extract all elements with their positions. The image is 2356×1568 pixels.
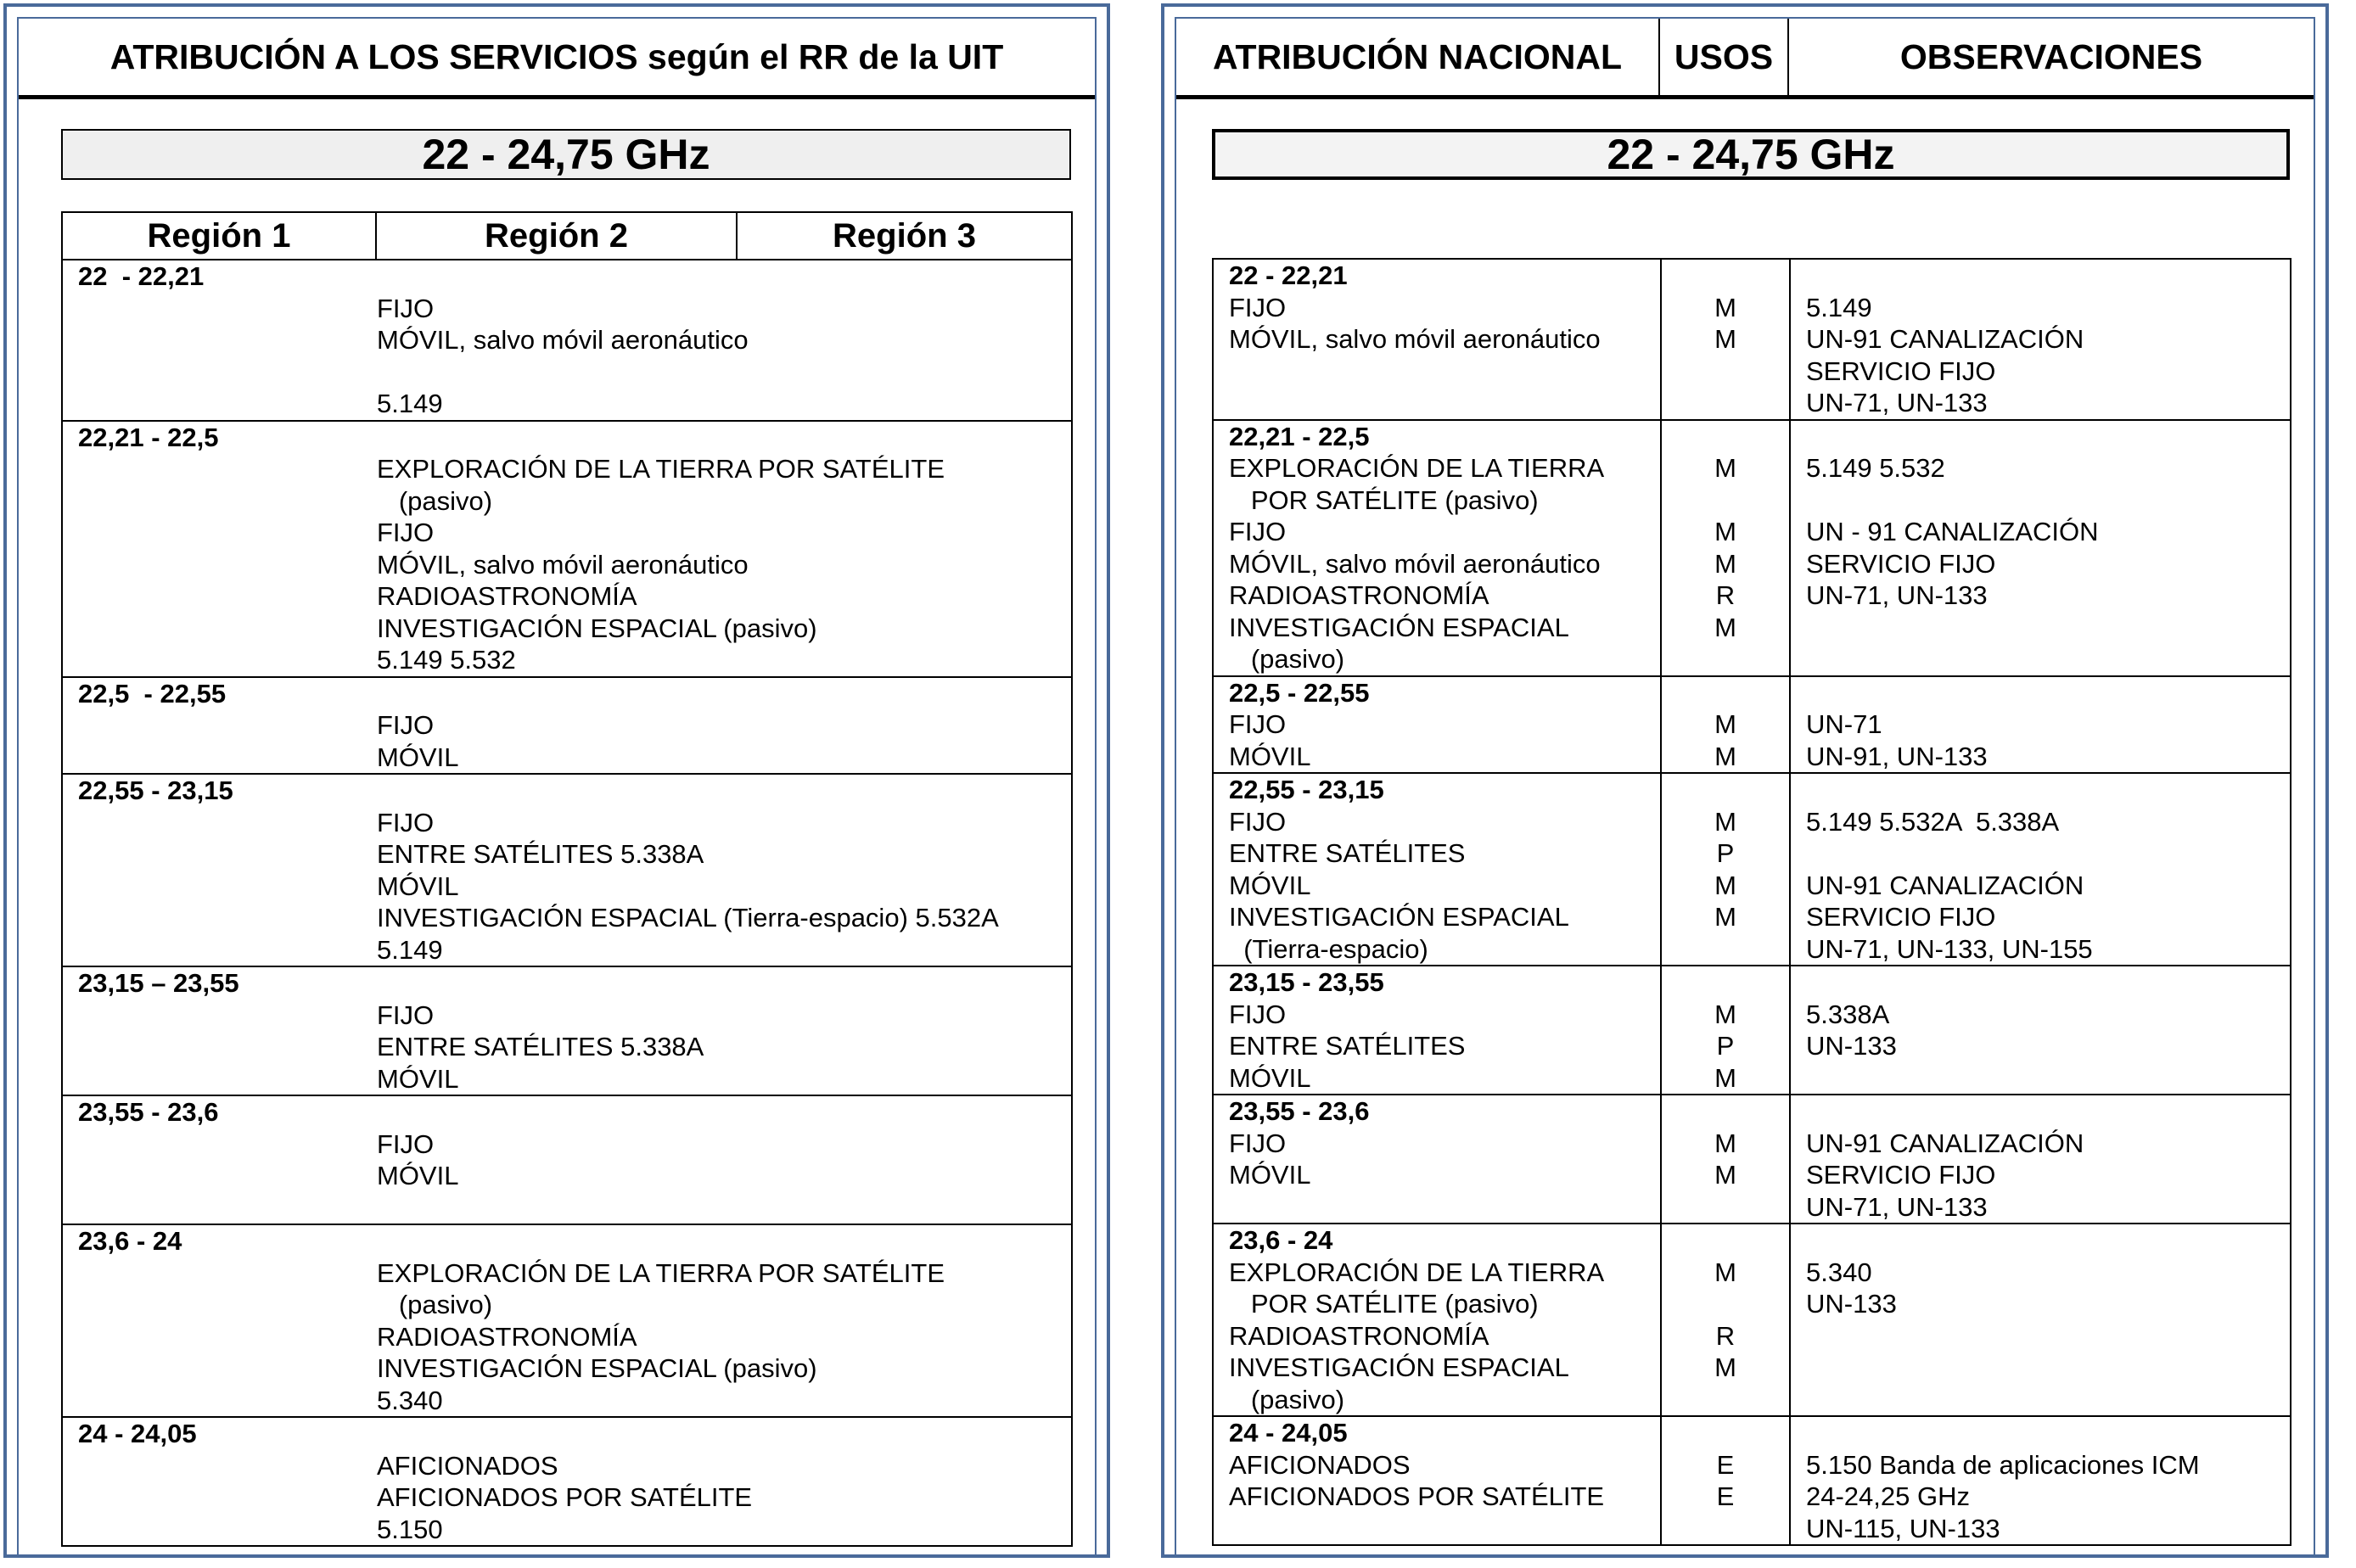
service-line — [1214, 1191, 1660, 1224]
usos-code: M — [1714, 1128, 1736, 1158]
service-line: 5.149 — [377, 934, 443, 965]
band-frequency: 24 - 24,05 — [1229, 1418, 1348, 1448]
usos-code — [1662, 484, 1789, 517]
service-line: FIJO — [377, 807, 435, 837]
observation-line — [1791, 484, 2290, 517]
usos-code: P — [1716, 838, 1735, 868]
band-frequency: 22 - 22,21 — [1229, 260, 1348, 290]
itu-allocation-table — [61, 211, 1073, 1547]
service-line: (pasivo) — [1229, 644, 1345, 674]
allocation-cell — [62, 1095, 1072, 1224]
service-line: RADIOASTRONOMÍA — [1229, 1320, 1489, 1351]
allocation-cell — [62, 966, 1072, 1095]
service-line: FIJO — [377, 293, 435, 323]
service-line — [1214, 1513, 1660, 1545]
national-allocation-table — [1212, 258, 2291, 1546]
observation-line: UN-71, UN-133 — [1806, 388, 1988, 417]
service-line: AFICIONADOS POR SATÉLITE — [1229, 1481, 1605, 1511]
observation-line: SERVICIO FIJO — [1806, 902, 1996, 932]
allocation-cell — [62, 421, 1072, 677]
band-frequency: 23,55 - 23,6 — [1229, 1096, 1370, 1126]
service-line: INVESTIGACIÓN ESPACIAL — [1229, 902, 1569, 932]
observation-line — [1791, 837, 2290, 870]
observation-line: SERVICIO FIJO — [1806, 548, 1996, 579]
service-line: INVESTIGACIÓN ESPACIAL (pasivo) — [377, 613, 817, 643]
table-row — [62, 1417, 1072, 1546]
usos-code — [1662, 1288, 1789, 1320]
band-frequency: 22,55 - 23,15 — [1229, 775, 1384, 804]
usos-code: E — [1716, 1481, 1735, 1511]
observation-line — [1791, 1320, 2290, 1352]
table-row — [1213, 1416, 2291, 1545]
band-frequency: 22,21 - 22,5 — [78, 422, 219, 452]
service-line: MÓVIL, salvo móvil aeronáutico — [1229, 548, 1601, 579]
usos-code: M — [1714, 612, 1736, 642]
allocation-cell — [62, 677, 1072, 775]
service-line: MÓVIL — [1229, 741, 1311, 771]
service-line: 5.149 5.532 — [377, 645, 516, 675]
observaciones-cell — [1790, 1416, 2291, 1545]
region-3-header: Región 3 — [737, 212, 1072, 260]
service-line: POR SATÉLITE (pasivo) — [1229, 484, 1539, 515]
service-line: MÓVIL, salvo móvil aeronáutico — [377, 325, 749, 355]
service-line: RADIOASTRONOMÍA — [1229, 580, 1489, 610]
table-row — [62, 1095, 1072, 1224]
table-row — [62, 966, 1072, 1095]
service-line: MÓVIL — [377, 1063, 459, 1094]
service-line: MÓVIL — [377, 871, 459, 901]
itu-allocation-panel — [3, 3, 1110, 1558]
itu-header — [19, 19, 1095, 99]
observation-line: UN-91 CANALIZACIÓN — [1806, 870, 2084, 900]
observation-line: 24-24,25 GHz — [1806, 1481, 1970, 1511]
national-allocation-panel — [1161, 3, 2329, 1558]
observaciones-cell — [1790, 773, 2291, 966]
national-header-attribution: ATRIBUCIÓN NACIONAL — [1176, 19, 1660, 95]
usos-code: M — [1714, 870, 1736, 900]
observation-line — [1791, 612, 2290, 644]
region-1-header: Región 1 — [62, 212, 376, 260]
service-line: (Tierra-espacio) — [1229, 933, 1428, 964]
band-frequency: 22,21 - 22,5 — [1229, 421, 1370, 451]
observation-line: SERVICIO FIJO — [1806, 356, 1996, 386]
usos-code: M — [1714, 517, 1736, 546]
service-line: ENTRE SATÉLITES — [1229, 838, 1466, 868]
service-line: FIJO — [1229, 806, 1287, 837]
table-row — [62, 774, 1072, 966]
observation-line: 5.149 5.532A 5.338A — [1806, 806, 2060, 837]
service-line: INVESTIGACIÓN ESPACIAL (pasivo) — [377, 1353, 817, 1383]
service-line: FIJO — [377, 1000, 435, 1030]
usos-code: R — [1715, 1320, 1736, 1351]
usos-code: M — [1714, 453, 1736, 483]
observaciones-cell — [1790, 259, 2291, 420]
usos-code — [1662, 387, 1789, 419]
band-frequency: 22,5 - 22,55 — [1229, 677, 1370, 708]
allocation-cell — [62, 260, 1072, 421]
service-line — [63, 1192, 1071, 1224]
service-line: FIJO — [1229, 517, 1287, 546]
usos-code — [1662, 1384, 1789, 1416]
service-line: 5.150 — [377, 1514, 443, 1544]
usos-cell — [1661, 1416, 1790, 1545]
band-frequency: 24 - 24,05 — [78, 1419, 197, 1448]
band-frequency: 23,55 - 23,6 — [78, 1097, 219, 1127]
service-line: MÓVIL — [1229, 1160, 1311, 1190]
usos-code: M — [1714, 324, 1736, 354]
table-row — [62, 260, 1072, 421]
usos-cell — [1661, 1095, 1790, 1224]
observation-line: UN-133 — [1806, 1289, 1897, 1319]
observation-line: UN - 91 CANALIZACIÓN — [1806, 517, 2099, 546]
national-service-cell — [1213, 420, 1661, 676]
observation-line: UN-91 CANALIZACIÓN — [1806, 324, 2084, 354]
itu-band-title: 22 - 24,75 GHz — [61, 129, 1071, 180]
service-line: INVESTIGACIÓN ESPACIAL — [1229, 612, 1569, 642]
usos-code: M — [1714, 999, 1736, 1029]
service-line: MÓVIL, salvo móvil aeronáutico — [1229, 324, 1601, 354]
service-line: EXPLORACIÓN DE LA TIERRA POR SATÉLITE — [377, 454, 945, 484]
observation-line — [1791, 1062, 2290, 1095]
observation-line: UN-91, UN-133 — [1806, 741, 1988, 771]
national-service-cell — [1213, 1416, 1661, 1545]
usos-code: M — [1714, 1062, 1736, 1093]
usos-code: E — [1716, 1449, 1735, 1480]
service-line: FIJO — [1229, 1128, 1287, 1158]
service-line: ENTRE SATÉLITES — [1229, 1031, 1466, 1061]
usos-code: M — [1714, 709, 1736, 739]
band-frequency: 22,5 - 22,55 — [78, 678, 227, 708]
observation-line: UN-115, UN-133 — [1806, 1513, 2000, 1543]
observation-line: SERVICIO FIJO — [1806, 1160, 1996, 1190]
band-frequency: 23,15 - 23,55 — [1229, 967, 1384, 997]
usos-code: M — [1714, 292, 1736, 322]
service-line: MÓVIL — [1229, 870, 1311, 900]
service-line: RADIOASTRONOMÍA — [377, 1321, 637, 1352]
observation-line: UN-133 — [1806, 1031, 1897, 1061]
observation-line: 5.150 Banda de aplicaciones ICM — [1806, 1449, 2200, 1480]
national-service-cell — [1213, 966, 1661, 1095]
usos-code: M — [1714, 548, 1736, 579]
service-line: POR SATÉLITE (pasivo) — [1229, 1289, 1539, 1319]
usos-cell — [1661, 773, 1790, 966]
usos-cell — [1661, 676, 1790, 774]
service-line: MÓVIL, salvo móvil aeronáutico — [377, 549, 749, 580]
observation-line: 5.149 — [1806, 292, 1872, 322]
service-line: INVESTIGACIÓN ESPACIAL — [1229, 1352, 1569, 1382]
observation-line: 5.340 — [1806, 1257, 1872, 1287]
observation-line: 5.338A — [1806, 999, 1890, 1029]
service-line: AFICIONADOS — [1229, 1449, 1411, 1480]
usos-code: P — [1716, 1031, 1735, 1061]
usos-code — [1662, 1513, 1789, 1545]
observation-line: 5.149 5.532 — [1806, 453, 1945, 483]
service-line: FIJO — [1229, 709, 1287, 739]
national-header-observaciones: OBSERVACIONES — [1899, 36, 2203, 76]
table-row — [1213, 420, 2291, 676]
observation-line: UN-91 CANALIZACIÓN — [1806, 1128, 2084, 1158]
table-row — [1213, 676, 2291, 774]
service-line: FIJO — [377, 518, 435, 547]
service-line — [63, 356, 1071, 389]
usos-code: M — [1714, 902, 1736, 932]
usos-code: M — [1714, 1257, 1736, 1287]
usos-code: M — [1714, 1352, 1736, 1382]
observation-line: UN-71, UN-133 — [1806, 1191, 1988, 1222]
table-row — [1213, 966, 2291, 1095]
usos-code: M — [1714, 741, 1736, 771]
national-service-cell — [1213, 676, 1661, 774]
national-service-cell — [1213, 773, 1661, 966]
service-line: 5.340 — [377, 1385, 443, 1415]
observation-line: UN-71, UN-133, UN-155 — [1806, 933, 2093, 964]
usos-cell — [1661, 1224, 1790, 1416]
region-header-row — [62, 212, 1072, 260]
usos-code — [1662, 356, 1789, 388]
usos-code — [1662, 1191, 1789, 1224]
table-row — [62, 677, 1072, 775]
band-frequency: 23,6 - 24 — [1229, 1225, 1333, 1255]
service-line: (pasivo) — [377, 1290, 493, 1319]
usos-code: M — [1714, 806, 1736, 837]
allocation-cell — [62, 1224, 1072, 1417]
service-line: (pasivo) — [377, 485, 493, 516]
table-row — [1213, 259, 2291, 420]
national-service-cell — [1213, 1224, 1661, 1416]
national-allocation-frame — [1175, 17, 2315, 1554]
observaciones-cell — [1790, 966, 2291, 1095]
service-line: MÓVIL — [377, 742, 459, 772]
service-line: INVESTIGACIÓN ESPACIAL (Tierra-espacio) 5.532A — [377, 903, 999, 932]
table-row — [1213, 773, 2291, 966]
service-line: MÓVIL — [1229, 1062, 1311, 1093]
table-row — [62, 421, 1072, 677]
national-band-title: 22 - 24,75 GHz — [1212, 129, 2290, 180]
national-service-cell — [1213, 259, 1661, 420]
observaciones-cell — [1790, 676, 2291, 774]
observation-line — [1791, 1384, 2290, 1416]
table-row — [1213, 1224, 2291, 1416]
usos-code — [1662, 933, 1789, 966]
observation-line: UN-71, UN-133 — [1806, 580, 1988, 610]
service-line: FIJO — [377, 1128, 435, 1159]
service-line: FIJO — [377, 710, 435, 740]
service-line: AFICIONADOS POR SATÉLITE — [377, 1482, 753, 1512]
service-line: ENTRE SATÉLITES 5.338A — [377, 839, 704, 869]
national-header — [1176, 19, 2314, 99]
service-line: EXPLORACIÓN DE LA TIERRA POR SATÉLITE — [377, 1257, 945, 1288]
service-line: FIJO — [1229, 292, 1287, 322]
national-header-usos: USOS — [1660, 19, 1789, 95]
region-2-header: Región 2 — [376, 212, 737, 260]
band-frequency: 23,6 - 24 — [78, 1226, 182, 1256]
band-frequency: 22,55 - 23,15 — [78, 776, 233, 805]
service-line: (pasivo) — [1229, 1384, 1345, 1414]
table-row — [62, 1224, 1072, 1417]
service-line — [1214, 387, 1660, 419]
observation-line — [1791, 643, 2290, 675]
table-row — [1213, 1095, 2291, 1224]
usos-code: M — [1714, 1160, 1736, 1190]
band-frequency: 22 - 22,21 — [78, 261, 205, 291]
usos-code — [1662, 643, 1789, 675]
service-line: AFICIONADOS — [377, 1450, 558, 1481]
national-service-cell — [1213, 1095, 1661, 1224]
service-line: ENTRE SATÉLITES 5.338A — [377, 1032, 704, 1061]
service-line — [1214, 356, 1660, 388]
observaciones-cell — [1790, 420, 2291, 676]
allocation-cell — [62, 774, 1072, 966]
itu-allocation-frame — [17, 17, 1097, 1554]
band-frequency: 23,15 – 23,55 — [78, 968, 239, 998]
service-line: FIJO — [1229, 999, 1287, 1029]
service-line: EXPLORACIÓN DE LA TIERRA — [1229, 1257, 1605, 1287]
usos-cell — [1661, 420, 1790, 676]
allocation-cell — [62, 1417, 1072, 1546]
service-line: 5.149 — [377, 389, 443, 418]
observaciones-cell — [1790, 1095, 2291, 1224]
usos-cell — [1661, 966, 1790, 1095]
observation-line: UN-71 — [1806, 709, 1882, 739]
observation-line — [1791, 1352, 2290, 1384]
service-line: EXPLORACIÓN DE LA TIERRA — [1229, 453, 1605, 483]
observaciones-cell — [1790, 1224, 2291, 1416]
itu-header-title: ATRIBUCIÓN A LOS SERVICIOS según el RR de la UIT — [109, 36, 1004, 76]
service-line: MÓVIL — [377, 1161, 459, 1190]
usos-code: R — [1715, 580, 1736, 610]
service-line: RADIOASTRONOMÍA — [377, 581, 637, 611]
usos-cell — [1661, 259, 1790, 420]
